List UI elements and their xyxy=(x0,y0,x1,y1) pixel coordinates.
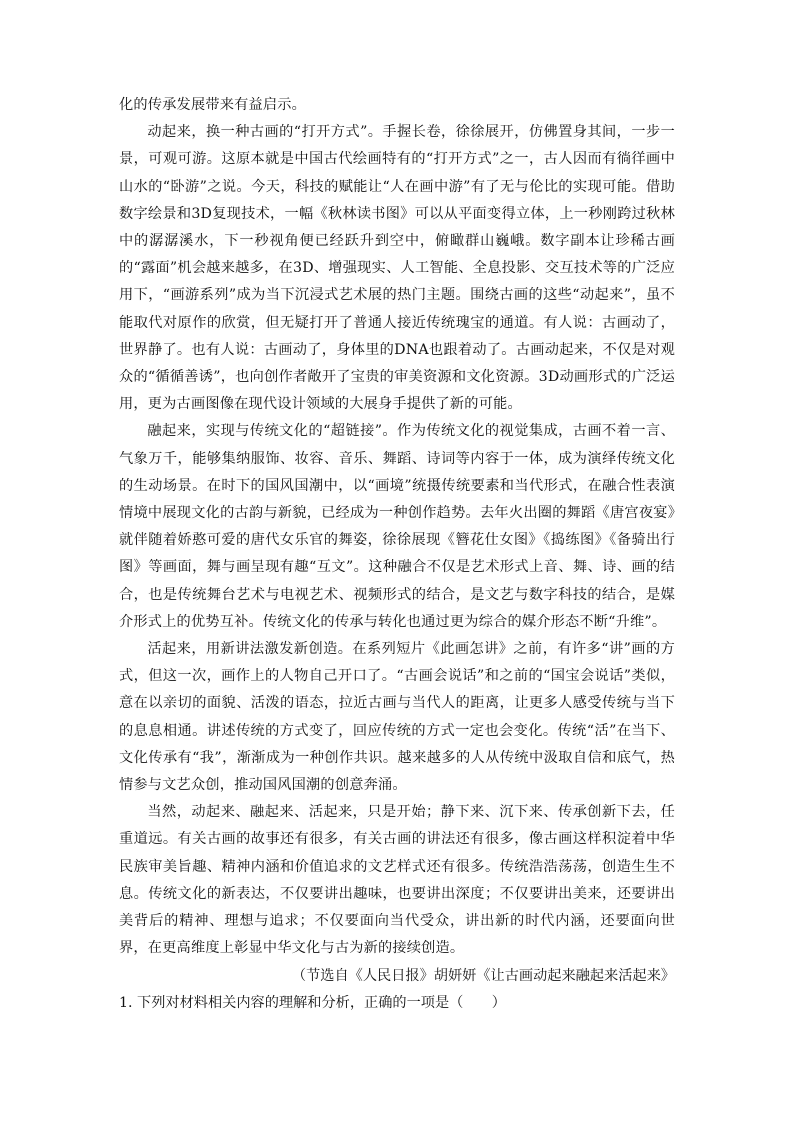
paragraph-dong-qilai: 动起来，换一种古画的“打开方式”。手握长卷，徐徐展开，仿佛置身其间，一步一景，可观可游。这原本就是中国古代绘画特有的“打开方式”之一，古人因而有徜徉画中山水的“卧游”之说。今天，科技的赋能让“人在画中游”有了无与伦比的实现可能。借助数字绘景和3D复现技术，一幅《秋林读书图》可以从平面变得立体，上一秒刚跨过秋林中的潺潺溪水，下一秒视角便已经跃升到空中，俯瞰群山巍峨。数字副本让珍稀古画的“露面”机会越来越多，在3D、增强现实、人工智能、全息投影、交互技术等的广泛应用下，“画游系列”成为当下沉浸式艺术展的热门主题。围绕古画的这些“动起来”，虽不能取代对原作的欣赏，但无疑打开了普通人接近传统瑰宝的通道。有人说：古画动了，世界静了。也有人说：古画动了，身体里的DNA也跟着动了。古画动起来，不仅是对观众的“循循善诱”，也向创作者敞开了宝贵的审美资源和文化资源。3D动画形式的广泛运用，更为古画图像在现代设计领域的大展身手提供了新的可能。 xyxy=(119,124,675,413)
document-page xyxy=(119,92,675,1017)
paragraph-rong-qilai: 融起来，实现与传统文化的“超链接”。作为传统文化的视觉集成，古画不着一言、气象万千，能够集纳服饰、妆容、音乐、舞蹈、诗词等内容于一体，成为演绎传统文化的生动场景。在时下的国风国潮中，以“画境”统摄传统要素和当代形式，在融合性表演情境中展现文化的古韵与新貌，已经成为一种创作趋势。去年火出圈的舞蹈《唐宫夜宴》就伴随着娇憨可爱的唐代女乐官的舞姿，徐徐展现《簪花仕女图》《捣练图》《备骑出行图》等画面，舞与画呈现有趣“互文”。这种融合不仅是艺术形式上音、舞、诗、画的结合，也是传统舞台艺术与电视艺术、视频形式的结合，是文艺与数字科技的结合，是媒介形式上的优势互补。传统文化的传承与转化也通过更为综合的媒介形态不断“升维”。 xyxy=(119,423,675,630)
source-citation: （节选自《人民日报》胡妍妍《让古画动起来融起来活起来》 xyxy=(291,967,675,984)
question-1: 1. 下列对材料相关内容的理解和分析，正确的一项是（ ） xyxy=(119,994,506,1011)
paragraph-continued: 化的传承发展带来有益启示。 xyxy=(119,97,307,113)
paragraph-huo-qilai: 活起来，用新讲法激发新创造。在系列短片《此画怎讲》之前，有许多“讲”画的方式，但这一次，画作上的人物自己开口了。“古画会说话”和之前的“国宝会说话”类似，意在以亲切的面貌、活泼的语态，拉近古画与当代人的距离，让更多人感受传统与当下的息息相通。讲述传统的方式变了，回应传统的方式一定也会变化。传统“活”在当下、文化传承有“我”，渐渐成为一种创作共识。越来越多的人从传统中汲取自信和底气，热情参与文艺众创，推动国风国潮的创意奔涌。 xyxy=(119,641,675,794)
paragraph-conclusion: 当然，动起来、融起来、活起来，只是开始；静下来、沉下来、传承创新下去，任重道远。有关古画的故事还有很多，有关古画的讲法还有很多，像古画这样积淀着中华民族审美旨趣、精神内涵和价值追求的文艺样式还有很多。传统浩浩荡荡，创造生生不息。传统文化的新表达，不仅要讲出趣味，也要讲出深度；不仅要讲出美来，还要讲出美背后的精神、理想与追求；不仅要面向当代受众，讲出新的时代内涵，还要面向世界，在更高维度上彰显中华文化与古为新的接续创造。 xyxy=(119,804,675,957)
